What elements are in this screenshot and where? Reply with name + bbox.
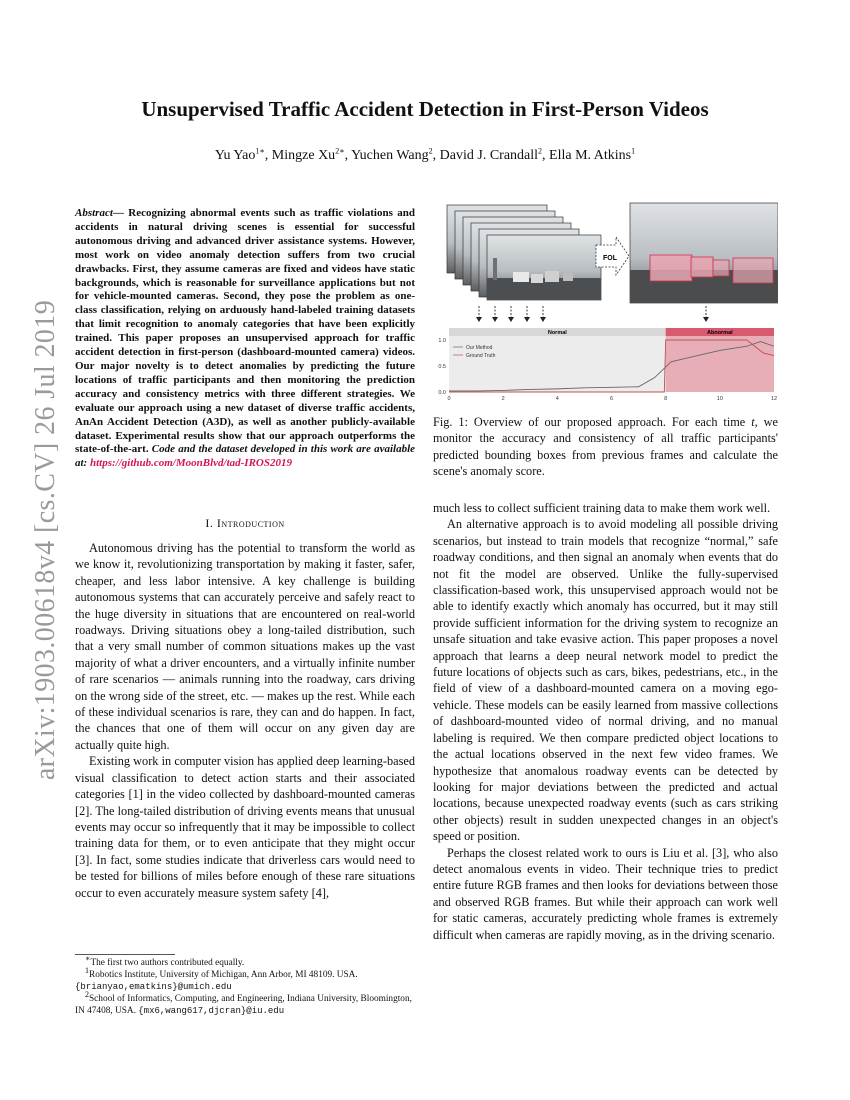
author-name: Yu Yao [214, 148, 256, 163]
figure-caption [433, 414, 778, 480]
x-tick-label: 2 [501, 396, 505, 402]
figure-1 [433, 200, 778, 408]
paragraph: Existing work in computer vision has applied deep learning-based visual classification to detect action starts and their associated categories [1] in the video collected by dashboard-mounted cameras [2]. The long-tailed distribution of driving events means that unusual events may occur so infrequently that it may be impossible to collect training data for them, or to even anticipate that they might occur [3]. In fact, some studies indicate that driverless cars would need to be tested for billions of miles before enough of these rare situations occur to even accurately measure system safety [4], [75, 754, 415, 900]
x-axis [447, 396, 777, 402]
paragraph: Perhaps the closest related work to ours is Liu et al. [3], who also detect anomalous events in video. Their technique tries to predict entire future RGB frames and then looks for deviations between those and observed RGB frames. But while their approach can work well for static cameras, accurately predicting whole frames is extremely difficult when cameras are rapidly moving, as in the driving scenario. [433, 845, 778, 942]
front-frame [487, 235, 601, 300]
figure-svg [433, 200, 778, 408]
y-tick-label: 1.0 [438, 338, 446, 344]
footnote-text: Robotics Institute, University of Michigan, Ann Arbor, MI 48109. USA. [89, 970, 358, 980]
footnote-text: The first two authors contributed equally. [90, 958, 245, 968]
author-name: David J. Crandall [439, 148, 539, 163]
right-column-body [433, 500, 778, 943]
arrow-heads [476, 317, 709, 322]
author-affiliation-mark: 2∗ [335, 146, 345, 156]
abnormal-region [666, 336, 774, 392]
output-frame [630, 203, 778, 303]
section-number: I. [205, 516, 214, 530]
author-affiliation-mark: 1∗ [255, 146, 265, 156]
author-name: Yuchen Wang [351, 148, 429, 163]
paragraph: Autonomous driving has the potential to transform the world as we know it, revolutionizing transportation by making it faster, safer, cheaper, and less labor intensive. A key challenge is building autonomous systems that can accurately perceive and safely react to the huge diversity in situations that are encountered on real-world roadways. Driving situations obey a long-tailed distribution, such that a very small number of common situations makes up the vast majority of what a driver encounters, and a virtually infinite number of rare scenarios — animals running into the roadway, cars driving on the wrong side of the street, etc. — makes up the rest. While each of these individual scenarios is rare, they can and do happen. In fact, the chances that one of them will occur on any given day are actually quite high. [75, 541, 415, 752]
paragraph: much less to collect sufficient training data to make them work well. [433, 501, 771, 515]
input-frames [447, 205, 601, 300]
section-title: Introduction [216, 516, 285, 530]
x-tick-label: 0 [447, 396, 451, 402]
anomaly-score-chart [438, 328, 777, 402]
y-axis [438, 338, 446, 396]
abstract-label: Abstract [75, 207, 113, 219]
left-column-body [75, 540, 415, 901]
y-tick-label: 0.0 [438, 390, 446, 396]
paper-title: Unsupervised Traffic Accident Detection in First-Person Videos [141, 97, 709, 121]
author-list: Yu Yao$^{1∗}$, Mingze $Xu^{2∗}$, Yuchen Wang$^2$, David J. Crandall$^2$, Ella M. Atkins$^1$ [214, 146, 636, 163]
footnotes [75, 954, 415, 1017]
legend-label: Our Method [466, 345, 493, 351]
fol-label: FOL [603, 255, 617, 262]
email-list: {brianyao,ematkins}@umich.edu [75, 982, 232, 992]
frame-arrows [479, 306, 706, 318]
author-affiliation-mark: 2 [538, 146, 543, 156]
x-tick-label: 8 [664, 396, 668, 402]
footnote-aff2 [75, 989, 415, 1017]
legend-label: Ground Truth [466, 353, 496, 359]
paragraph: An alternative approach is to avoid modeling all possible driving scenarios, but instead to train models that recognize “normal,” safe roadway conditions, and then signal an anomaly when events that do not fit the model are observed. Unlike the fully-supervised classification-based work, this unsupervised approach would not be able to identify exactly which anomaly has occurred, but it may still provide sufficient information for the driving system to recognize an unsafe situation and take evasive action. This paper proposes a novel approach that learns a deep neural network model to predict the future locations of objects such as cars, bikes, pedestrians, etc., in the field of view of a dashboard-mounted camera on a moving ego-vehicle. These models can be easily learned from massive collections of dashboard-mounted video of normal driving, and no manual labeling is required. We then compare predicted object locations to the actual locations observed in the next few video frames. We hypothesize that anomalous roadway events can be detected by looking for major deviations between the predicted and actual locations, because unexpected roadway events (such as cars striking other objects) result in sudden unexpected changes in an object's speed or position. [433, 517, 778, 844]
caption-label: Fig. 1: [433, 415, 468, 429]
x-tick-label: 12 [770, 396, 778, 402]
section-heading [75, 516, 415, 531]
email-list: {mx6,wang617,djcran}@iu.edu [138, 1006, 285, 1016]
abstract-code-text: Code and the dataset developed in this work are available at: [75, 443, 416, 470]
caption-text: , we monitor the accuracy and consistency of all traffic participants' predicted bounding boxes from previous frames and calculate the scene's anomaly score. [433, 415, 778, 479]
x-tick-label: 6 [609, 396, 614, 402]
caption-text: Overview of our proposed approach. For each time [473, 415, 746, 429]
footnote-equal [75, 953, 415, 969]
abstract-text: Recognizing abnormal events such as traffic violations and accidents in natural driving scenes is essential for successful autonomous driving and advanced driver assistance systems. However, most work on video anomaly detection suffers from two crucial drawbacks. First, they assume cameras are fixed and videos have static backgrounds, which is reasonable for surveillance applications but not for vehicle-mounted cameras. Second, they pose the problem as one-class classification, relying on arduously hand-labeled training datasets that limit recognition to anomaly categories that have been explicitly trained. This paper proposes an unsupervised approach for traffic accident detection in first-person (dashboard-mounted camera) videos. Our major novelty is to detect anomalies by predicting the future locations of traffic participants and then monitoring the prediction accuracy and consistency metrics with three different strategies. We evaluate our approach using a new dataset of diverse traffic accidents, AnAn Accident Detection (A3D), as well as another publicly-available dataset. Experimental results show that our approach outperforms the state-of-the-art. [75, 207, 416, 456]
author-name: Mingze Xu [271, 148, 336, 163]
x-tick-label: 10 [716, 396, 723, 402]
author-affiliation-mark: 1 [631, 146, 636, 156]
arxiv-stamp-text: arXiv:1903.00618v4 [cs.CV] 26 Jul 2019 [30, 299, 61, 781]
caption-variable: t [751, 415, 755, 429]
footnote-mark: 1 [85, 965, 89, 975]
footnote-mark: ∗ [85, 953, 91, 963]
author-affiliation-mark: 2 [428, 146, 433, 156]
y-tick-label: 0.5 [438, 364, 446, 370]
abnormal-label: Abnormal [706, 330, 733, 336]
footnote-mark: 2 [85, 989, 89, 999]
footnote-text: School of Informatics, Computing, and Engineering, Indiana University, Bloomington, IN 47408, USA. [75, 994, 412, 1016]
abstract-dash: — [112, 207, 129, 219]
arxiv-stamp [26, 300, 66, 780]
x-tick-label: 4 [555, 396, 559, 402]
abstract [75, 207, 415, 471]
footnote-aff1 [75, 965, 415, 993]
code-link[interactable]: https://github.com/MoonBlvd/tad-IROS2019 [89, 457, 292, 470]
normal-label: Normal [547, 330, 567, 336]
author-name: Ella M. Atkins [549, 148, 632, 163]
